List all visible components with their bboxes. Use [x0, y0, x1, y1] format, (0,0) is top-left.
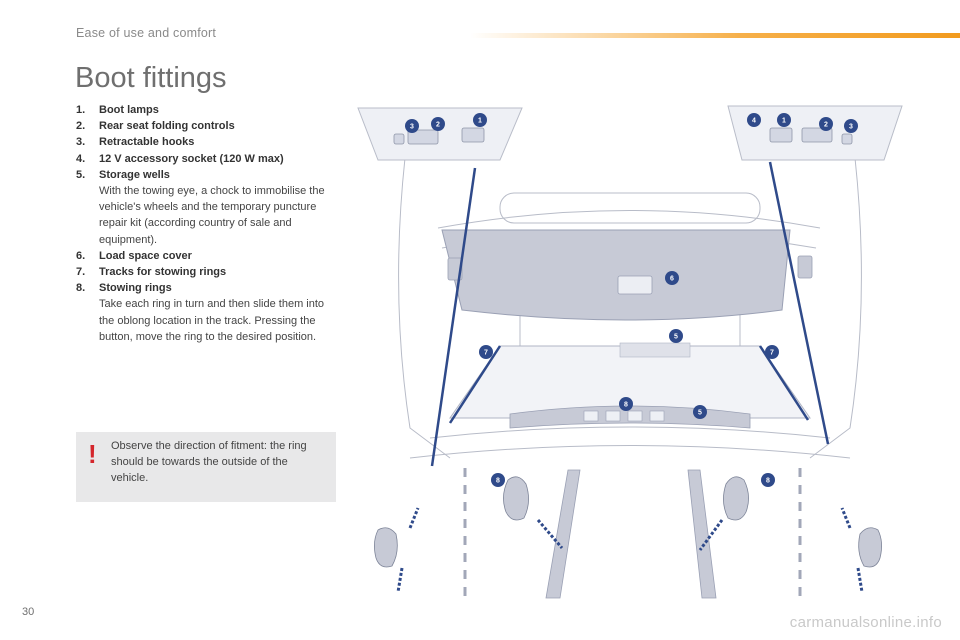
item-label: Boot lamps — [99, 104, 159, 116]
item-number: 6. — [76, 249, 86, 262]
callout-label: 8 — [496, 477, 500, 485]
callout-label: 8 — [766, 477, 770, 485]
callout-8 — [491, 473, 505, 487]
callout-8 — [761, 473, 775, 487]
list-item — [76, 248, 338, 264]
boot-illustration — [350, 98, 910, 600]
callout-label: 2 — [824, 121, 828, 129]
item-label: Storage wells — [99, 168, 170, 181]
callout-3 — [844, 119, 858, 133]
list-item — [76, 264, 338, 280]
item-label: 12 V accessory socket (120 W max) — [99, 152, 284, 165]
page-title: Boot fittings — [75, 62, 227, 94]
list-item — [76, 134, 338, 150]
item-label: Stowing rings — [99, 282, 172, 295]
callout-label: 7 — [770, 349, 774, 357]
item-number: 5. — [76, 168, 86, 181]
callout-7 — [765, 345, 779, 359]
item-number: 8. — [76, 282, 86, 295]
exclamation-icon: ! — [88, 439, 97, 469]
warning-text: Observe the direction of fitment: the ring should be towards the outside of the vehicle. — [111, 440, 307, 484]
item-label: Rear seat folding controls — [99, 120, 235, 133]
warning-box — [76, 432, 336, 502]
callout-label: 4 — [752, 117, 756, 125]
watermark: carmanualsonline.info — [789, 614, 942, 631]
callout-label: 5 — [674, 333, 678, 341]
item-number: 3. — [76, 136, 86, 149]
callout-2 — [431, 117, 445, 131]
callout-label: 1 — [478, 117, 482, 125]
callout-7 — [479, 345, 493, 359]
callout-label: 5 — [698, 409, 702, 417]
item-label: Retractable hooks — [99, 136, 195, 149]
callout-5 — [669, 329, 683, 343]
callout-8 — [619, 397, 633, 411]
callout-1 — [777, 113, 791, 127]
list-item — [76, 167, 338, 248]
item-number: 4. — [76, 152, 86, 165]
list-item — [76, 280, 338, 345]
item-number: 1. — [76, 104, 86, 116]
callout-label: 6 — [670, 275, 674, 283]
callout-label: 3 — [410, 123, 414, 131]
callout-label: 1 — [782, 117, 786, 125]
callout-label: 3 — [849, 123, 853, 131]
list-item — [76, 118, 338, 134]
callout-3 — [405, 119, 419, 133]
callout-label: 7 — [484, 349, 488, 357]
callout-5 — [693, 405, 707, 419]
item-label: Tracks for stowing rings — [99, 266, 227, 279]
item-number: 2. — [76, 120, 86, 133]
item-number: 7. — [76, 266, 86, 279]
callout-4 — [747, 113, 761, 127]
callout-label: 2 — [436, 121, 440, 129]
list-item — [76, 151, 338, 167]
list-item — [76, 102, 338, 118]
item-description: Take each ring in turn and then slide them into the oblong location in the track. Pressing the button, move the ring to the desired position. — [99, 298, 325, 343]
item-description: With the towing eye, a chock to immobilise the vehicle's wheels and the temporary puncture repair kit (according country of sale and equipment). — [99, 185, 325, 246]
callout-2 — [819, 117, 833, 131]
header-rule — [470, 33, 960, 38]
fittings-list — [76, 102, 338, 345]
callout-label: 8 — [624, 401, 628, 409]
item-label: Load space cover — [99, 249, 192, 262]
callout-6 — [665, 271, 679, 285]
page-number: 30 — [22, 606, 35, 618]
section-header: Ease of use and comfort — [76, 26, 217, 40]
callout-1 — [473, 113, 487, 127]
